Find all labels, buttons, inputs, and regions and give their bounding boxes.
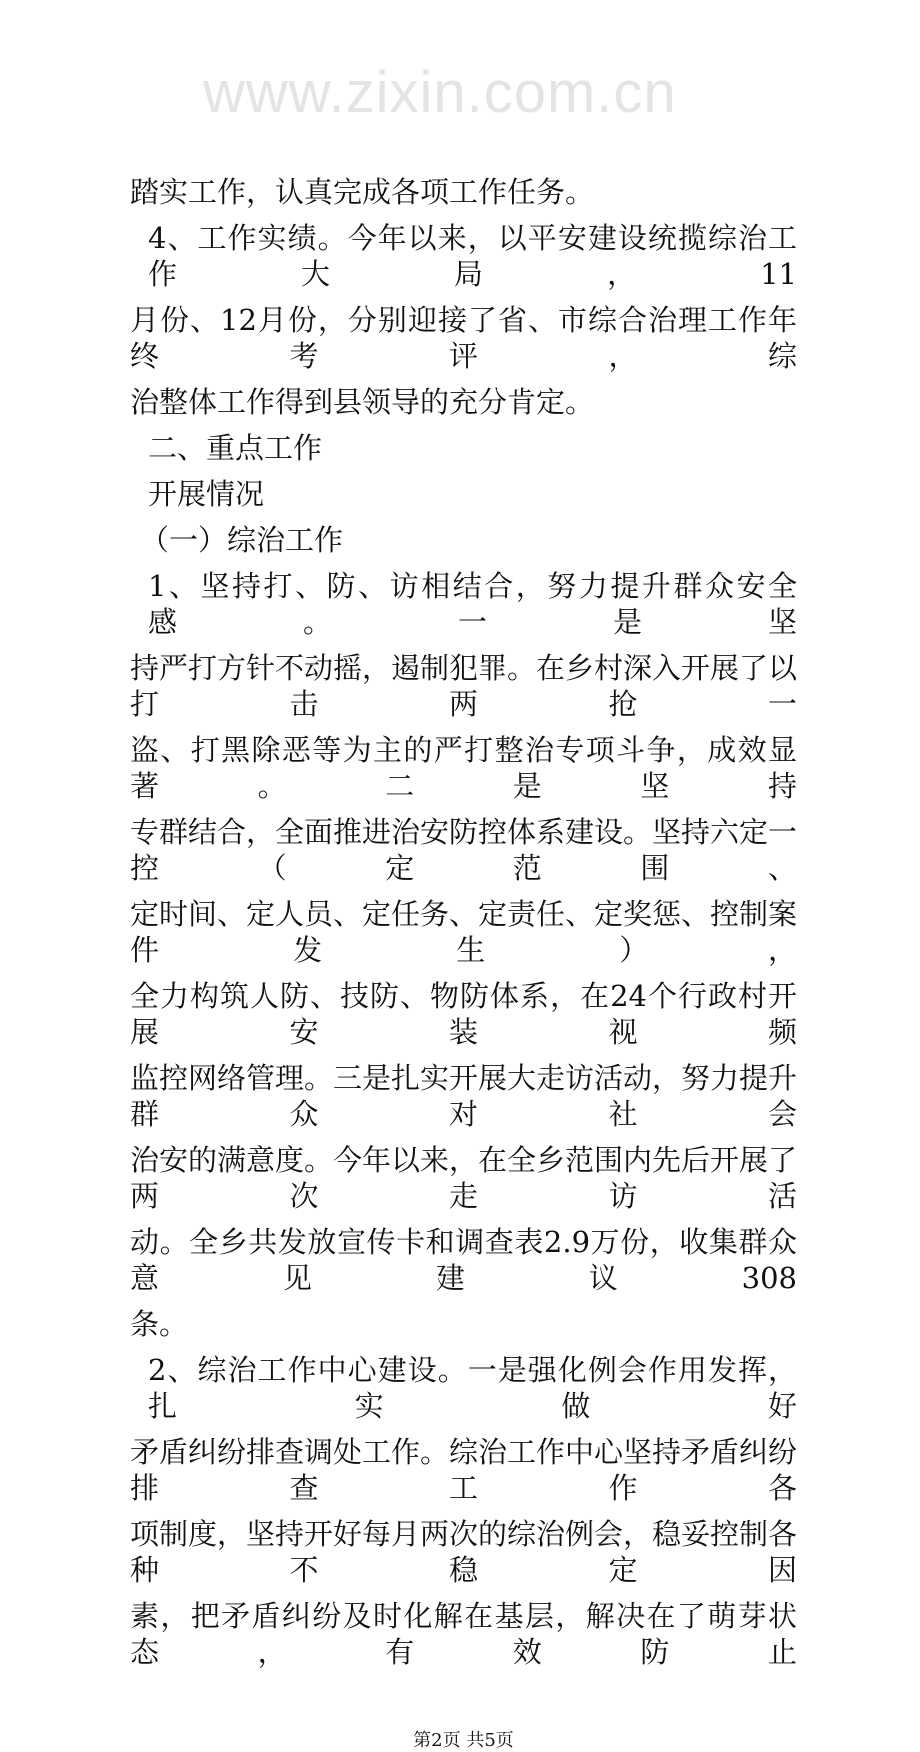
section-heading: 开展情况 <box>148 477 265 511</box>
body-line: 条。 <box>130 1307 189 1341</box>
body-line: 专群结合，全面推进治安防控体系建设。坚持六定一控（定范围、 <box>130 815 798 885</box>
body-line: 定时间、定人员、定任务、定责任、定奖惩、控制案件发生）， <box>130 897 798 967</box>
body-line: 持严打方针不动摇，遏制犯罪。在乡村深入开展了以打击两抢一 <box>130 651 798 721</box>
body-line: 盗、打黑除恶等为主的严打整治专项斗争，成效显著。二是坚持 <box>130 733 797 803</box>
body-line: 踏实工作，认真完成各项工作任务。 <box>130 175 595 209</box>
body-line: 4、工作实绩。今年以来，以平安建设统揽综治工作大局，11 <box>148 221 797 291</box>
body-line: 矛盾纠纷排查调处工作。综治工作中心坚持矛盾纠纷排查工作各 <box>130 1435 798 1505</box>
body-line: 监控网络管理。三是扎实开展大走访活动，努力提升群众对社会 <box>130 1061 798 1131</box>
watermark: www.zixin.com.cn <box>203 60 677 125</box>
section-heading: 二、重点工作 <box>148 431 323 465</box>
body-line: 2、综治工作中心建设。一是强化例会作用发挥，扎实做好 <box>148 1353 797 1423</box>
page-footer: 第2页 共5页 <box>413 1730 514 1751</box>
subsection-heading: （一）综治工作 <box>140 523 344 557</box>
body-line: 月份、12月份，分别迎接了省、市综合治理工作年终考评，综 <box>130 303 797 373</box>
document-body <box>130 174 797 1752</box>
body-line: 素，把矛盾纠纷及时化解在基层，解决在了萌芽状态，有效防止 <box>130 1599 797 1669</box>
body-line: 项制度，坚持开好每月两次的综治例会，稳妥控制各种不稳定因 <box>130 1517 798 1587</box>
body-line: 治安的满意度。今年以来，在全乡范围内先后开展了两次走访活 <box>130 1143 798 1213</box>
body-line: 1、坚持打、防、访相结合，努力提升群众安全感。一是坚 <box>148 569 797 639</box>
body-line: 动。全乡共发放宣传卡和调查表2.9万份，收集群众意见建议308 <box>130 1225 797 1295</box>
body-line: 治整体工作得到县领导的充分肯定。 <box>130 385 595 419</box>
body-line: 全力构筑人防、技防、物防体系，在24个行政村开展安装视频 <box>130 979 797 1049</box>
